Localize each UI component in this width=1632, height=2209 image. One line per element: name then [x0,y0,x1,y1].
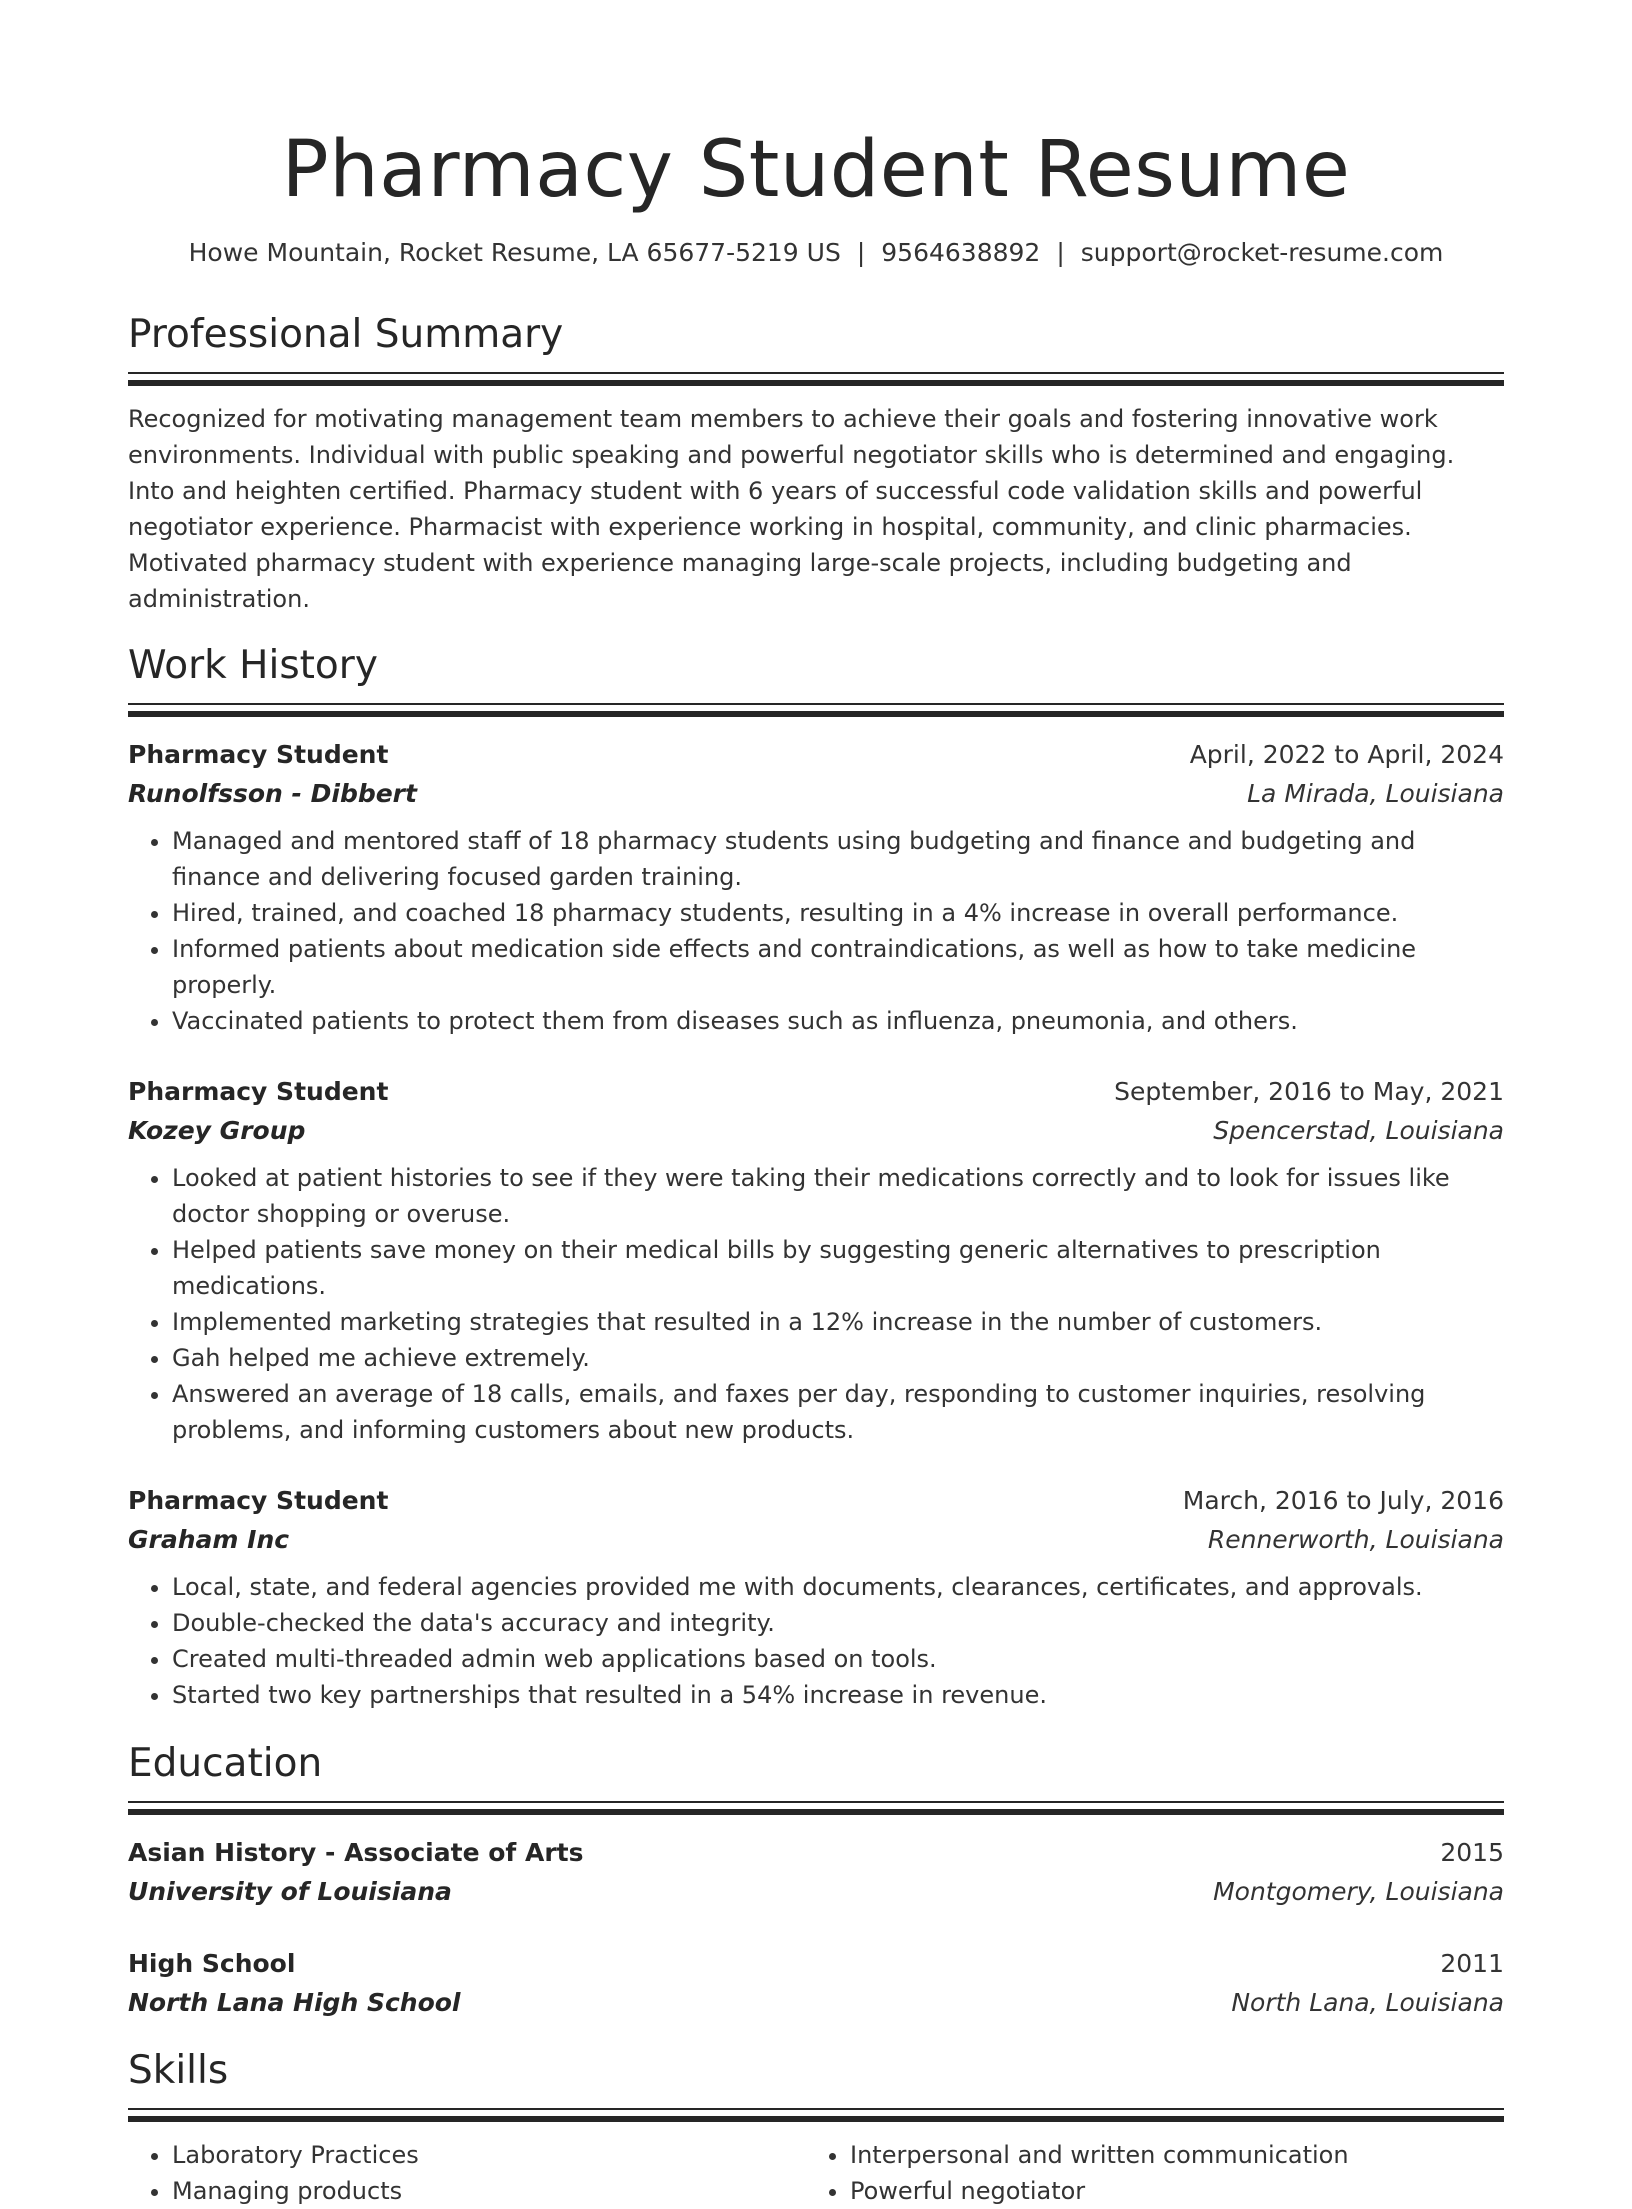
section-heading-skills: Skills [128,2048,229,2093]
resume-title: Pharmacy Student Resume [281,125,1351,215]
section-heading-summary: Professional Summary [128,312,564,357]
contact-separator: | [856,238,866,267]
skill-item: • Powerful negotiator [850,2173,1484,2209]
skills-columns [128,2137,1504,2209]
job-company: Graham Inc [128,1525,290,1554]
education-entry [128,1945,1504,2022]
job-bullet: • Hired, trained, and coached 18 pharmacy students, resulting in a 4% increase in overall performance. [172,895,1504,931]
job-title: Pharmacy Student [128,1077,389,1106]
job-bullet: • Double-checked the data's accuracy and integrity. [172,1605,1504,1641]
contact-line [128,236,1504,270]
job-location: La Mirada, Louisiana [1247,779,1504,808]
job-bullets [128,823,1504,1039]
skill-item: • Managing products [172,2173,806,2209]
education-location: Montgomery, Louisiana [1213,1877,1504,1906]
skill-item: • Interpersonal and written communication [850,2137,1484,2173]
education-year: 2015 [1440,1838,1504,1867]
job-bullets [128,1569,1504,1713]
summary-text: Recognized for motivating management team members to achieve their goals and fostering innovative work environments. Individual with public speaking and powerful negotiator skills who is determined and engaging. Into and heighten certified. Pharmacy student with 6 years of successful code validation skills and powerful negotiator experience. Pharmacist with experience working in hospital, community, and clinic pharmacies. Motivated pharmacy student with experience managing large-scale projects, including budgeting and administration. [128,405,1455,613]
job-dates: September, 2016 to May, 2021 [1114,1077,1504,1106]
skills-list-right [806,2137,1484,2209]
job-title: Pharmacy Student [128,740,389,769]
section-divider [128,2108,1504,2123]
summary-section [128,312,1504,617]
section-divider [128,703,1504,718]
work-history-section [128,643,1504,1713]
education-entry [128,1834,1504,1911]
contact-separator: | [1056,238,1065,267]
contact-phone: 9564638892 [881,238,1041,267]
contact-address: Howe Mountain, Rocket Resume, LA 65677-5219 US [188,238,841,267]
job-bullet: • Informed patients about medication side effects and contraindications, as well as how to take medicine properly. [172,931,1504,1003]
job-dates: March, 2016 to July, 2016 [1182,1486,1504,1515]
job-bullet: • Managed and mentored staff of 18 pharmacy students using budgeting and finance and budgeting and finance and delivering focused garden training. [172,823,1504,895]
job-bullet: • Created multi-threaded admin web applications based on tools. [172,1641,1504,1677]
job-dates: April, 2022 to April, 2024 [1189,740,1504,769]
section-heading-work-history: Work History [128,643,378,688]
job-entry [128,736,1504,1039]
job-entry [128,1073,1504,1448]
job-bullet: • Helped patients save money on their medical bills by suggesting generic alternatives to prescription medications. [172,1232,1504,1304]
job-bullet: • Looked at patient histories to see if they were taking their medications correctly and to look for issues like doctor shopping or overuse. [172,1160,1504,1232]
section-divider [128,372,1504,387]
education-section [128,1741,1504,2022]
skills-section [128,2048,1504,2209]
skill-item: • Laboratory Practices [172,2137,806,2173]
education-year: 2011 [1440,1949,1504,1978]
education-school: North Lana High School [128,1988,461,2017]
education-degree: Asian History - Associate of Arts [128,1838,584,1867]
job-bullet: • Started two key partnerships that resulted in a 54% increase in revenue. [172,1677,1504,1713]
section-heading-education: Education [128,1741,323,1786]
job-location: Rennerworth, Louisiana [1207,1525,1504,1554]
contact-email: support@rocket-resume.com [1080,238,1444,267]
job-bullet: • Vaccinated patients to protect them from diseases such as influenza, pneumonia, and others. [172,1003,1504,1039]
job-location: Spencerstad, Louisiana [1213,1116,1504,1145]
resume-page [128,0,1504,2209]
job-bullets [128,1160,1504,1448]
job-entry [128,1482,1504,1713]
skills-list-left [128,2137,806,2209]
job-bullet: • Implemented marketing strategies that resulted in a 12% increase in the number of customers. [172,1304,1504,1340]
job-title: Pharmacy Student [128,1486,389,1515]
education-degree: High School [128,1949,296,1978]
education-location: North Lana, Louisiana [1231,1988,1504,2017]
job-bullet: • Local, state, and federal agencies provided me with documents, clearances, certificates, and approvals. [172,1569,1504,1605]
section-divider [128,1801,1504,1816]
job-company: Runolfsson - Dibbert [128,779,417,808]
job-bullet: • Gah helped me achieve extremely. [172,1340,1504,1376]
job-company: Kozey Group [128,1116,306,1145]
education-school: University of Louisiana [128,1877,452,1906]
job-bullet: • Answered an average of 18 calls, emails, and faxes per day, responding to customer inquiries, resolving problems, and informing customers about new products. [172,1376,1504,1448]
